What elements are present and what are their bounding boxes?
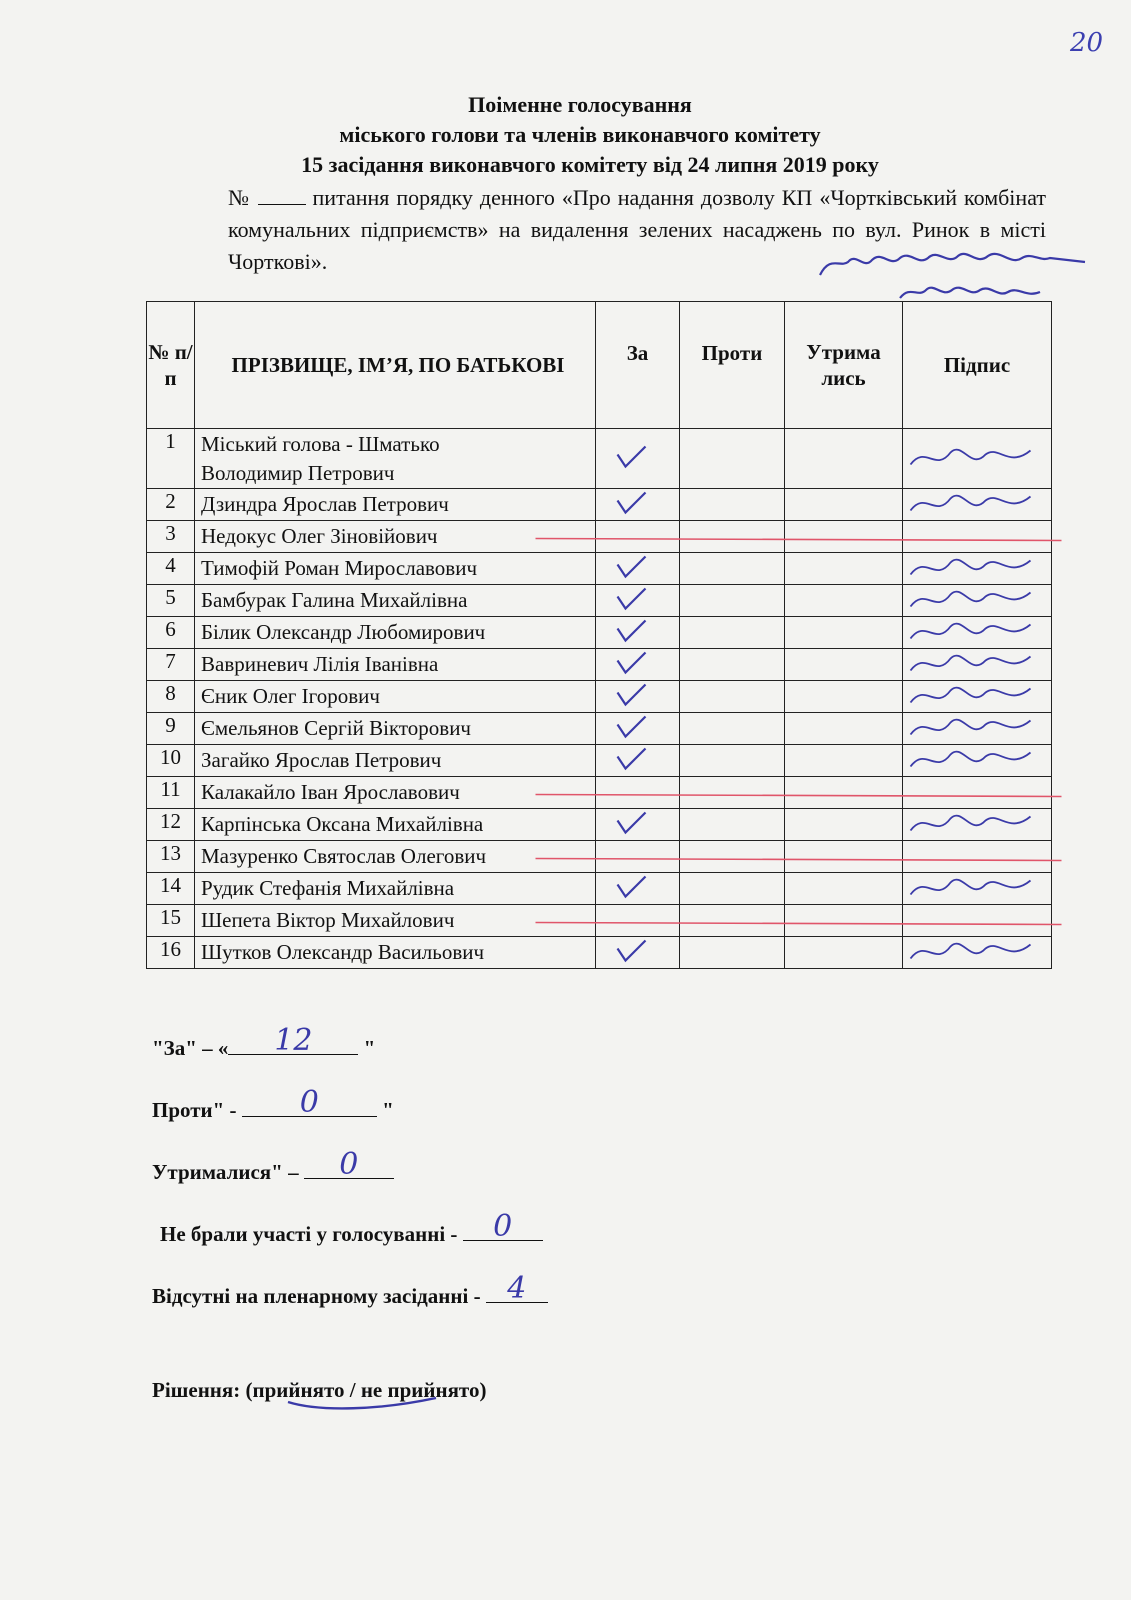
- summary-for: [152, 1023, 376, 1061]
- row-sign-cell: [903, 585, 1052, 617]
- row-for-cell: [596, 489, 680, 521]
- row-against-cell: [680, 841, 785, 873]
- row-abst-cell: [785, 937, 903, 969]
- voting-table: [146, 301, 1052, 969]
- header-against: Проти: [680, 302, 785, 429]
- summary-not-voted-line: [463, 1209, 543, 1244]
- table-row: [147, 553, 1052, 585]
- row-name-line: Калакайло Іван Ярославович: [201, 780, 460, 804]
- summary-for-suffix: ": [363, 1036, 376, 1060]
- table-row: [147, 809, 1052, 841]
- row-abst-cell: [785, 777, 903, 809]
- row-name-line: Володимир Петрович: [201, 460, 395, 485]
- summary-against-label: Проти" -: [152, 1098, 237, 1122]
- row-sign-cell: [903, 841, 1052, 873]
- summary-abstained-label: Утрималися" –: [152, 1160, 299, 1184]
- row-against-cell: [680, 617, 785, 649]
- row-against-cell: [680, 585, 785, 617]
- row-name-line: Рудик Стефанія Михайлівна: [201, 876, 455, 900]
- table-body: [147, 429, 1052, 969]
- header-number: № п/п: [147, 302, 195, 429]
- decision-label: Рішення:: [152, 1378, 241, 1402]
- row-name: [195, 809, 596, 841]
- row-name: [195, 617, 596, 649]
- row-name-line: Ємельянов Сергій Вікторович: [201, 716, 471, 740]
- row-against-cell: [680, 905, 785, 937]
- row-number: 10: [147, 745, 195, 777]
- row-sign-cell: [903, 713, 1052, 745]
- row-name-line: Тимофій Роман Мирославович: [201, 556, 478, 580]
- row-number: 6: [147, 617, 195, 649]
- summary-for-label: "За" – «: [152, 1036, 229, 1060]
- row-against-cell: [680, 745, 785, 777]
- summary-absent: [152, 1271, 548, 1309]
- row-name-line: Карпінська Оксана Михайлівна: [201, 812, 484, 836]
- row-abst-cell: [785, 521, 903, 553]
- row-abst-cell: [785, 841, 903, 873]
- row-name-line: Вавриневич Лілія Іванівна: [201, 652, 439, 676]
- row-against-cell: [680, 429, 785, 489]
- table-row: [147, 617, 1052, 649]
- row-number: 16: [147, 937, 195, 969]
- row-name-line: Недокус Олег Зіновійович: [201, 524, 438, 548]
- row-against-cell: [680, 521, 785, 553]
- summary-absent-value: 4: [507, 1271, 527, 1306]
- row-sign-cell: [903, 809, 1052, 841]
- decision-options: (прийнято / не прийнято): [245, 1378, 487, 1402]
- row-sign-cell: [903, 429, 1052, 489]
- row-for-cell: [596, 429, 680, 489]
- row-name: [195, 937, 596, 969]
- row-name-line: Загайко Ярослав Петрович: [201, 748, 442, 772]
- row-against-cell: [680, 713, 785, 745]
- table-row: [147, 841, 1052, 873]
- row-for-cell: [596, 809, 680, 841]
- document-title-line-3: 15 засідання виконавчого комітету від 24 липня 2019 року: [301, 152, 879, 177]
- row-against-cell: [680, 937, 785, 969]
- row-abst-cell: [785, 617, 903, 649]
- summary-absent-label: Відсутні на пленарному засіданні -: [152, 1284, 481, 1308]
- table-row: [147, 713, 1052, 745]
- row-sign-cell: [903, 553, 1052, 585]
- row-sign-cell: [903, 777, 1052, 809]
- row-for-cell: [596, 649, 680, 681]
- summary-for-line: [228, 1023, 358, 1058]
- table-row: [147, 777, 1052, 809]
- header-signature: Підпис: [903, 302, 1052, 429]
- header-for: За: [596, 302, 680, 429]
- row-name: [195, 745, 596, 777]
- row-name: [195, 649, 596, 681]
- row-number: 15: [147, 905, 195, 937]
- table-row: [147, 681, 1052, 713]
- row-name: [195, 841, 596, 873]
- row-sign-cell: [903, 937, 1052, 969]
- row-for-cell: [596, 905, 680, 937]
- table-row: [147, 905, 1052, 937]
- table-row: [147, 585, 1052, 617]
- question-number-blank: [258, 190, 306, 205]
- decision: [152, 1378, 486, 1403]
- row-sign-cell: [903, 649, 1052, 681]
- row-number: 5: [147, 585, 195, 617]
- row-for-cell: [596, 777, 680, 809]
- row-sign-cell: [903, 905, 1052, 937]
- row-name: [195, 489, 596, 521]
- row-name-line: Єник Олег Ігорович: [201, 684, 380, 708]
- summary-against-suffix: ": [382, 1098, 394, 1122]
- row-name: [195, 777, 596, 809]
- row-for-cell: [596, 617, 680, 649]
- row-number: 4: [147, 553, 195, 585]
- row-number: 12: [147, 809, 195, 841]
- row-name-line: Мазуренко Святослав Олегович: [201, 844, 487, 868]
- row-against-cell: [680, 777, 785, 809]
- summary-not-voted-label: Не брали участі у голосуванні -: [160, 1222, 458, 1246]
- summary-not-voted-value: 0: [493, 1209, 513, 1244]
- table-row: [147, 521, 1052, 553]
- row-abst-cell: [785, 873, 903, 905]
- row-for-cell: [596, 745, 680, 777]
- row-sign-cell: [903, 521, 1052, 553]
- summary-abstained-value: 0: [339, 1147, 359, 1182]
- row-name-line: Шепета Віктор Михайлович: [201, 908, 455, 932]
- row-abst-cell: [785, 681, 903, 713]
- summary-not-voted: [160, 1209, 543, 1247]
- summary-abstained-line: [304, 1147, 394, 1182]
- question-number-sign: №: [228, 185, 251, 210]
- table-row: [147, 489, 1052, 521]
- row-name-line: Білик Олександр Любомирович: [201, 620, 486, 644]
- row-sign-cell: [903, 489, 1052, 521]
- row-abst-cell: [785, 905, 903, 937]
- row-abst-cell: [785, 713, 903, 745]
- page-number: 20: [1070, 28, 1104, 58]
- row-number: 2: [147, 489, 195, 521]
- header-abstained: [785, 302, 903, 429]
- summary-for-value: 12: [274, 1023, 313, 1058]
- row-number: 3: [147, 521, 195, 553]
- summary-against-line: [242, 1085, 377, 1120]
- row-for-cell: [596, 521, 680, 553]
- row-abst-cell: [785, 809, 903, 841]
- row-for-cell: [596, 681, 680, 713]
- summary-against-value: 0: [299, 1085, 319, 1120]
- row-abst-cell: [785, 585, 903, 617]
- row-for-cell: [596, 713, 680, 745]
- summary-abstained: [152, 1147, 394, 1185]
- row-for-cell: [596, 841, 680, 873]
- row-name: [195, 553, 596, 585]
- document-title-line-2: міського голови та членів виконавчого комітету: [339, 122, 821, 147]
- note-scribble-2: [900, 288, 1040, 298]
- row-name: [195, 429, 596, 489]
- row-name: [195, 873, 596, 905]
- row-name-line: Дзиндра Ярослав Петрович: [201, 492, 449, 516]
- row-abst-cell: [785, 489, 903, 521]
- row-name: [195, 905, 596, 937]
- header-abstained-part1: Утрима: [806, 340, 881, 364]
- row-abst-cell: [785, 553, 903, 585]
- summary-against: [152, 1085, 394, 1123]
- table-row: [147, 745, 1052, 777]
- table-row: [147, 937, 1052, 969]
- row-number: 8: [147, 681, 195, 713]
- row-number: 14: [147, 873, 195, 905]
- row-for-cell: [596, 553, 680, 585]
- row-number: 9: [147, 713, 195, 745]
- row-for-cell: [596, 937, 680, 969]
- table-row: [147, 873, 1052, 905]
- document-title-line-1: Поіменне голосування: [468, 92, 692, 117]
- row-against-cell: [680, 809, 785, 841]
- row-sign-cell: [903, 745, 1052, 777]
- row-number: 1: [147, 429, 195, 489]
- row-name: [195, 713, 596, 745]
- table-row: [147, 649, 1052, 681]
- row-against-cell: [680, 553, 785, 585]
- row-against-cell: [680, 489, 785, 521]
- table-row: [147, 429, 1052, 489]
- row-for-cell: [596, 585, 680, 617]
- row-against-cell: [680, 873, 785, 905]
- row-name-line: Шутков Олександр Васильович: [201, 940, 485, 964]
- summary-absent-line: [486, 1271, 548, 1306]
- row-number: 11: [147, 777, 195, 809]
- row-sign-cell: [903, 681, 1052, 713]
- row-number: 13: [147, 841, 195, 873]
- row-number: 7: [147, 649, 195, 681]
- row-abst-cell: [785, 745, 903, 777]
- row-name: [195, 681, 596, 713]
- row-for-cell: [596, 873, 680, 905]
- row-abst-cell: [785, 649, 903, 681]
- row-name-line: Міський голова - Шматько: [201, 431, 440, 456]
- row-name-line: Бамбурак Галина Михайлівна: [201, 588, 468, 612]
- header-name: ПРІЗВИЩЕ, ІМ’Я, ПО БАТЬКОВІ: [195, 302, 596, 429]
- row-name: [195, 521, 596, 553]
- row-against-cell: [680, 681, 785, 713]
- row-against-cell: [680, 649, 785, 681]
- row-name: [195, 585, 596, 617]
- header-abstained-part2: лись: [821, 366, 866, 390]
- question-text: питання порядку денного «Про надання дозволу КП «Чортківський комбінат комунальних підприємств» на видалення зелених насаджень по вул. Ринок в місті Чорткові».: [228, 185, 1047, 274]
- row-sign-cell: [903, 873, 1052, 905]
- agenda-question: [228, 182, 1046, 278]
- row-sign-cell: [903, 617, 1052, 649]
- row-abst-cell: [785, 429, 903, 489]
- table-header-row: [147, 302, 1052, 429]
